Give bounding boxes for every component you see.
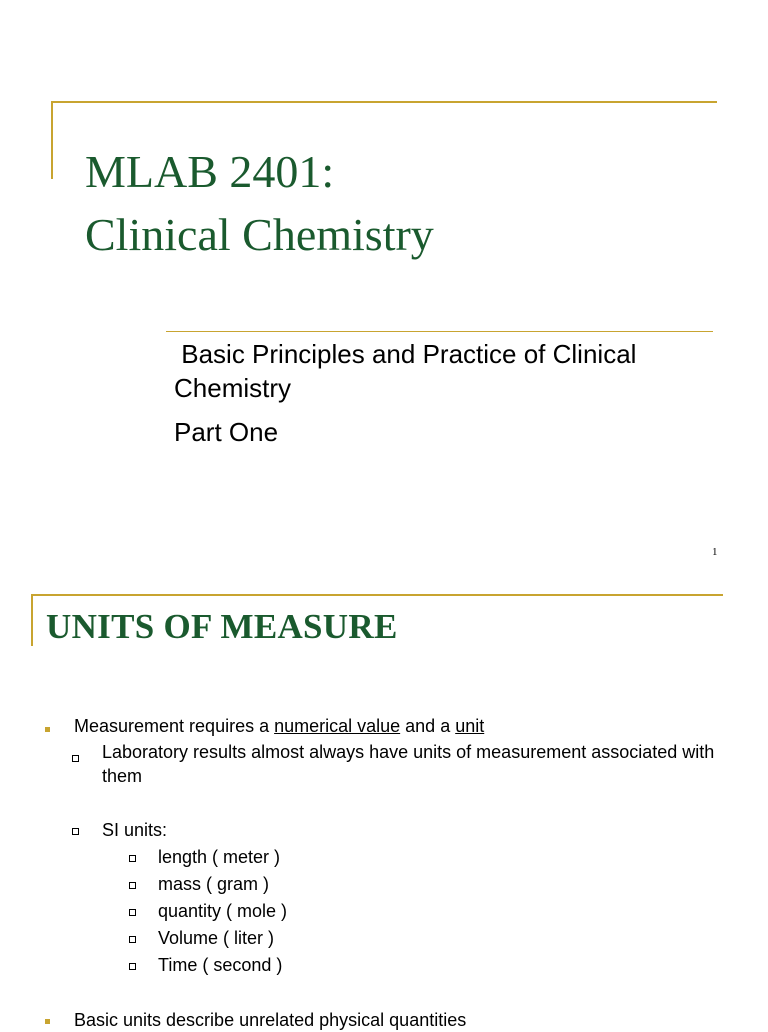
bullet-square-icon xyxy=(45,1019,50,1024)
si-unit-item: Volume ( liter ) xyxy=(158,928,275,948)
sub-bullet-square-icon xyxy=(72,828,79,835)
slide-title xyxy=(85,140,434,266)
subtitle-part: Part One xyxy=(174,417,279,447)
bullet1-text-middle: and a xyxy=(400,716,456,736)
sub-bullet-square-icon xyxy=(72,755,79,762)
slide2-side-rule xyxy=(31,594,33,646)
si-unit-item: mass ( gram ) xyxy=(158,874,270,894)
slide-subtitle xyxy=(174,337,714,449)
si-unit-item: quantity ( mole ) xyxy=(158,901,288,921)
slide1-side-rule xyxy=(51,101,53,179)
bullet1-text-before: Measurement requires a xyxy=(74,716,275,736)
sub-sub-bullet-square-icon xyxy=(129,963,136,970)
sub-sub-bullet-square-icon xyxy=(129,936,136,943)
subtitle-rule xyxy=(166,331,713,332)
bullet1-underline-numerical: numerical value xyxy=(274,716,401,736)
slide-heading: UNITS OF MEASURE xyxy=(46,607,398,646)
sub-sub-bullet-square-icon xyxy=(129,882,136,889)
list-item: Laboratory results almost always have units of measurement associated with them xyxy=(102,742,715,786)
bullet1-underline-unit: unit xyxy=(455,716,485,736)
slide-title-line2: Clinical Chemistry xyxy=(85,209,434,260)
list-item: SI units: xyxy=(102,820,168,840)
list-item xyxy=(74,714,484,738)
slide1-top-rule xyxy=(51,101,717,103)
slide2-top-rule xyxy=(31,594,723,596)
page-number: 1 xyxy=(712,546,718,558)
subtitle-line1: Basic Principles and Practice of Clinical Chemistry xyxy=(174,339,644,403)
sub-sub-bullet-square-icon xyxy=(129,909,136,916)
list-item: Basic units describe unrelated physical quantities xyxy=(74,1010,467,1030)
si-unit-item: Time ( second ) xyxy=(158,955,283,975)
units-slide xyxy=(0,572,768,1030)
sub-sub-bullet-square-icon xyxy=(129,855,136,862)
bullet-square-icon xyxy=(45,727,50,732)
slide-title-line1: MLAB 2401: xyxy=(85,146,335,197)
si-unit-item: length ( meter ) xyxy=(158,847,281,867)
